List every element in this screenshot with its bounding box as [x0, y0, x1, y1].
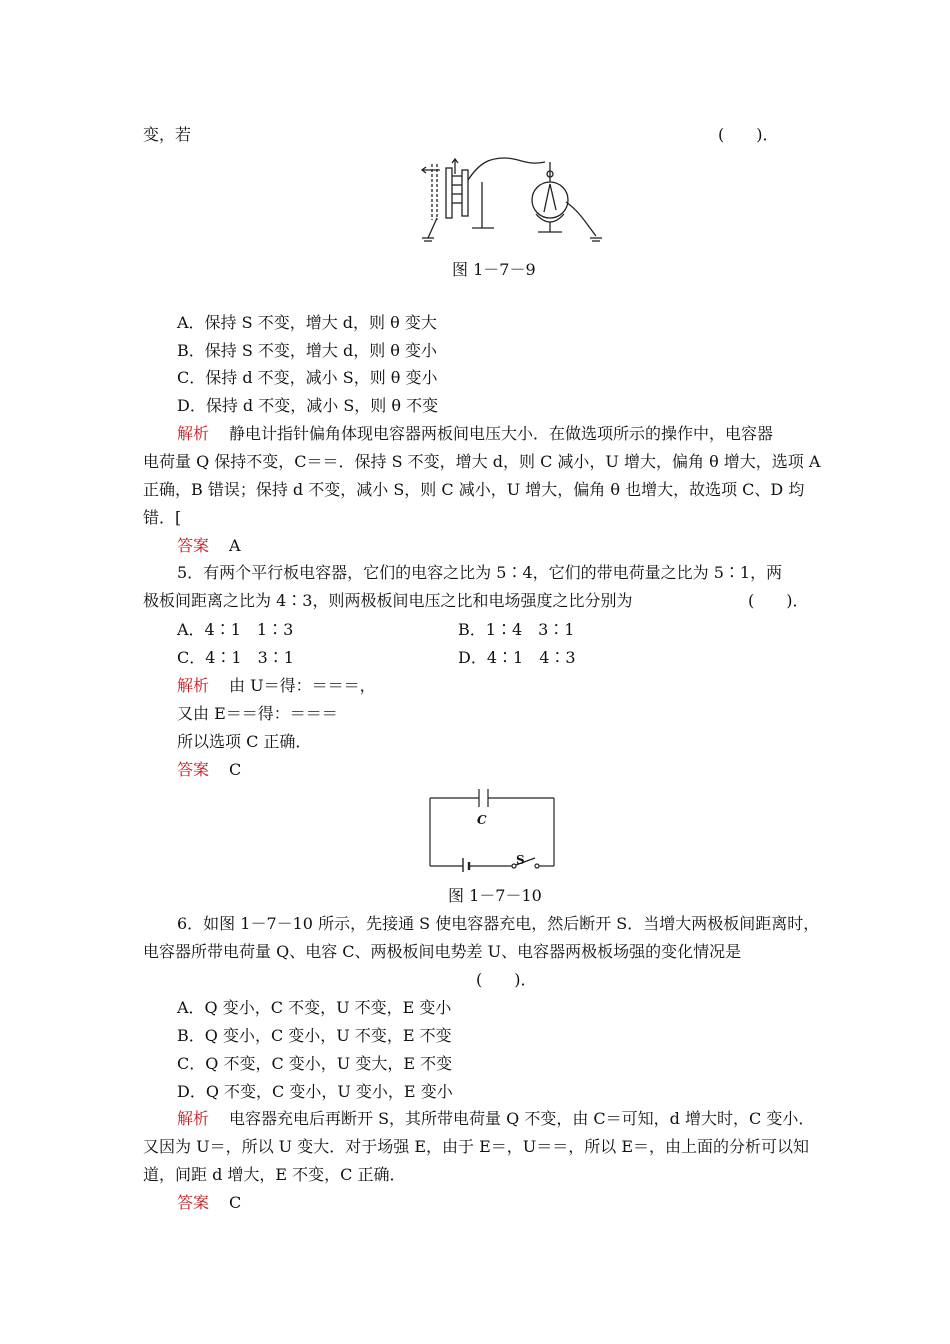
circuit-figure	[426, 786, 558, 872]
capacitor-label: C	[477, 813, 487, 827]
q5-analysis-line-3: 所以选项 C 正确．	[177, 732, 312, 751]
figure-caption-1-7-9: 图 1－7－9	[452, 260, 536, 279]
switch-label: S	[516, 853, 525, 867]
electrometer-figure	[410, 152, 610, 246]
q4-analysis-label: 解析	[177, 424, 210, 443]
figure-caption-1-7-10: 图 1－7－10	[448, 886, 542, 905]
q4-analysis-line-3: 正确，B 错误；保持 d 不变，减小 S，则 C 减小，U 增大，偏角 θ 也增大，故选项 C、D 均	[143, 480, 805, 499]
q6-option-d: D．Q 不变，C 变小，U 变小，E 变小	[177, 1082, 453, 1101]
q4-option-a: A．保持 S 不变，增大 d，则 θ 变大	[177, 313, 437, 332]
q4-answer-blank: ( )．	[718, 125, 779, 144]
q6-stem-line-2: 电容器所带电荷量 Q、电容 C、两极板间电势差 U、电容器两极板场强的变化情况是	[143, 942, 742, 961]
q5-answer-label: 答案	[177, 760, 210, 779]
q6-answer: C	[229, 1193, 242, 1212]
q4-analysis-line-1: 静电计指针偏角体现电容器两板间电压大小．在做选项所示的操作中，电容器	[229, 424, 774, 443]
q5-option-d: D．4∶1 4∶3	[458, 648, 576, 667]
q5-stem-line-2: 极板间距离之比为 4∶3，则两极板间电压之比和电场强度之比分别为	[143, 591, 633, 610]
q4-answer: A	[229, 536, 241, 555]
q5-option-c: C．4∶1 3∶1	[177, 648, 294, 667]
q6-analysis-label: 解析	[177, 1109, 210, 1128]
q5-analysis-line-2: 又由 E＝＝得：＝＝＝	[177, 704, 338, 723]
q6-analysis-line-2: 又因为 U＝，所以 U 变大．对于场强 E，由于 E＝，U＝＝，所以 E＝，由上面的分析可以知	[143, 1137, 810, 1156]
q6-answer-label: 答案	[177, 1193, 210, 1212]
q5-analysis-label: 解析	[177, 676, 210, 695]
q6-stem-line-1: 6．如图 1－7－10 所示，先接通 S 使电容器充电，然后断开 S．当增大两极板间距离时，	[177, 914, 820, 933]
q4-option-d: D．保持 d 不变，减小 S，则 θ 不变	[177, 396, 439, 415]
q5-analysis-line-1: 由 U＝得：＝＝＝，	[229, 676, 376, 695]
q5-answer: C	[229, 760, 242, 779]
q4-option-c: C．保持 d 不变，减小 S，则 θ 变小	[177, 368, 438, 387]
q5-stem-line-1: 5．有两个平行板电容器，它们的电容之比为 5∶4，它们的带电荷量之比为 5∶1，两	[177, 563, 783, 582]
q6-option-a: A．Q 变小，C 不变，U 不变，E 变小	[177, 998, 452, 1017]
q5-option-a: A．4∶1 1∶3	[177, 620, 294, 639]
q6-answer-blank: ( )．	[476, 970, 537, 989]
q4-option-b: B．保持 S 不变，增大 d，则 θ 变小	[177, 341, 438, 360]
q4-analysis-line-4: 错．[	[143, 508, 182, 527]
q6-option-b: B．Q 变小，C 变小，U 不变，E 不变	[177, 1026, 452, 1045]
q6-analysis-line-1: 电容器充电后再断开 S，其所带电荷量 Q 不变，由 C＝可知，d 增大时，C 变小．	[229, 1109, 815, 1128]
q4-answer-label: 答案	[177, 536, 210, 555]
q6-analysis-line-3: 道，间距 d 增大，E 不变，C 正确．	[143, 1165, 406, 1184]
q5-answer-blank: ( )．	[748, 591, 809, 610]
q4-analysis-line-2: 电荷量 Q 保持不变，C＝＝．保持 S 不变，增大 d，则 C 减小，U 增大，偏角 θ 增大，选项 A	[143, 452, 821, 471]
q6-option-c: C．Q 不变，C 变小，U 变大，E 不变	[177, 1054, 453, 1073]
q5-option-b: B．1∶4 3∶1	[458, 620, 575, 639]
q4-stem-tail: 变，若	[143, 125, 192, 144]
